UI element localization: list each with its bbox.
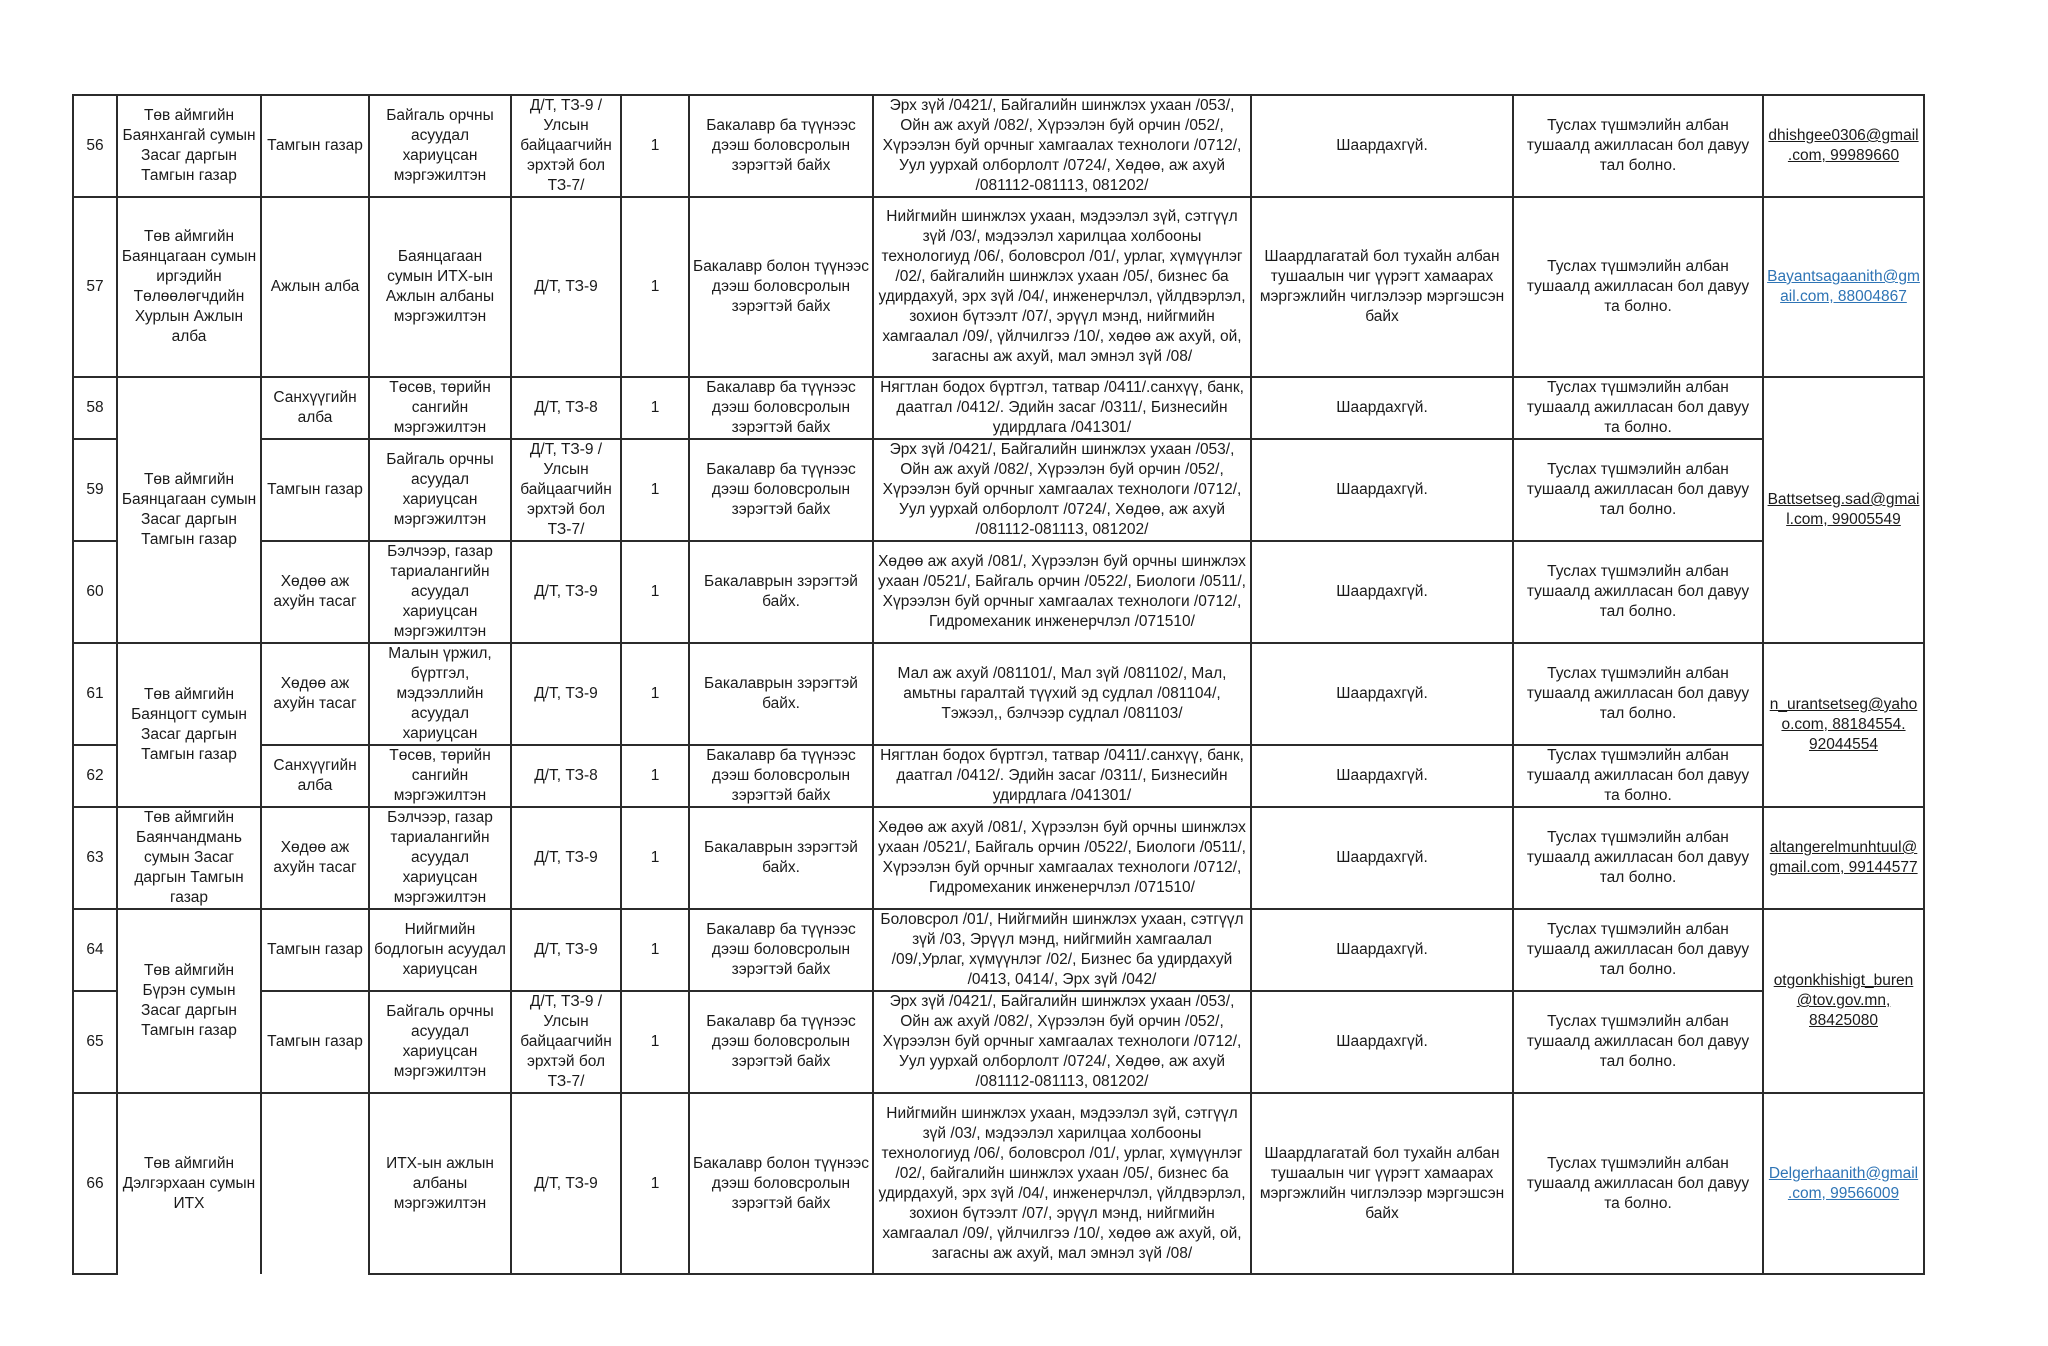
qualification-cell: Шаардахгүй. (1251, 991, 1513, 1093)
contact-link[interactable]: altangerelmunhtuul@gmail.com, 99144577 (1769, 839, 1918, 876)
rank-cell: Д/Т, ТЗ-9 /Улсын байцаагчийн эрхтэй бол ТЗ-7/ (511, 439, 621, 541)
table-row (73, 541, 1924, 643)
unit-cell: Хөдөө аж ахуйн тасаг (261, 643, 369, 745)
rank-cell: Д/Т, ТЗ-9 (511, 197, 621, 377)
unit-cell: Тамгын газар (261, 95, 369, 197)
education-cell: Бакалавр ба түүнээс дээш боловсролын зэрэгтэй байх (689, 745, 873, 807)
vacancy-table (72, 94, 1925, 1275)
experience-cell: Туслах түшмэлийн албан тушаалд ажилласан бол давуу тал болно. (1513, 643, 1763, 745)
rank-cell: Д/Т, ТЗ-9 /Улсын байцаагчийн эрхтэй бол ТЗ-7/ (511, 95, 621, 197)
education-cell: Бакалавр ба түүнээс дээш боловсролын зэрэгтэй байх (689, 909, 873, 991)
qualification-cell: Шаардахгүй. (1251, 95, 1513, 197)
table-row (73, 439, 1924, 541)
profession-cell: Эрх зүй /0421/, Байгалийн шинжлэх ухаан /053/, Ойн аж ахуй /082/, Хүрээлэн буй орчин /052/, Хүрээлэн буй орчныг хамгаалах технологи /0712/, Уул уурхай олборлолт /0724/, Хөдөө, аж ахуй /081112-081113, 081202/ (873, 439, 1251, 541)
qualification-cell: Шаардахгүй. (1251, 745, 1513, 807)
qualification-cell: Шаардахгүй. (1251, 807, 1513, 909)
profession-cell: Нягтлан бодох бүртгэл, татвар /0411/.санхүү, банк, даатгал /0412/. Эдийн засаг /0311/, Бизнесийн удирдлага /041301/ (873, 745, 1251, 807)
unit-cell (261, 1093, 369, 1274)
experience-cell: Туслах түшмэлийн албан тушаалд ажилласан бол давуу тал болно. (1513, 909, 1763, 991)
education-cell: Бакалаврын зэрэгтэй байх. (689, 807, 873, 909)
table-row (73, 377, 1924, 439)
education-cell: Бакалавр ба түүнээс дээш боловсролын зэрэгтэй байх (689, 95, 873, 197)
qualification-cell: Шаардахгүй. (1251, 377, 1513, 439)
unit-cell: Тамгын газар (261, 909, 369, 991)
contact-link[interactable]: otgonkhishigt_buren@tov.gov.mn, 88425080 (1773, 972, 1914, 1029)
row-number: 56 (73, 95, 117, 197)
rank-cell: Д/Т, ТЗ-8 (511, 745, 621, 807)
table-row (73, 909, 1924, 991)
contact-cell (1763, 95, 1924, 197)
unit-cell: Хөдөө аж ахуйн тасаг (261, 807, 369, 909)
table-row (73, 991, 1924, 1093)
contact-link[interactable]: Bayantsagaanith@gmail.com, 88004867 (1767, 268, 1920, 305)
profession-cell: Нийгмийн шинжлэх ухаан, мэдээлэл зүй, сэтгүүл зүй /03/, мэдээлэл харилцаа холбооны технологиуд /06/, боловсрол /01/, урлаг, хүмүүнлэг /02/, байгалийн шинжлэх ухаан /05/, бизнес ба удирдахуй, эрх зүй /04/, инженерчлэл, үйлдвэрлэл, зохион бүтээлт /07/, эрүүл мэнд, нийгмийн хамгаалал /09/, үйлчилгээ /10/, хөдөө аж ахуй, ой, загасны аж ахуй, мал эмнэл зүй /08/ (873, 1093, 1251, 1274)
education-cell: Бакалавр ба түүнээс дээш боловсролын зэрэгтэй байх (689, 377, 873, 439)
position-cell: Бэлчээр, газар тариалангийн асуудал хариуцсан мэргэжилтэн (369, 807, 511, 909)
count-cell: 1 (621, 377, 689, 439)
row-number: 63 (73, 807, 117, 909)
table-row (73, 807, 1924, 909)
contact-cell (1763, 197, 1924, 377)
experience-cell: Туслах түшмэлийн албан тушаалд ажилласан бол давуу тал болно. (1513, 807, 1763, 909)
organization-cell: Төв аймгийн Баянхангай сумын Засаг даргын Тамгын газар (117, 95, 261, 197)
position-cell: Байгаль орчны асуудал хариуцсан мэргэжилтэн (369, 439, 511, 541)
education-cell: Бакалавр болон түүнээс дээш боловсролын зэрэгтэй байх (689, 197, 873, 377)
qualification-cell: Шаардахгүй. (1251, 439, 1513, 541)
count-cell: 1 (621, 991, 689, 1093)
organization-cell: Төв аймгийн Дэлгэрхаан сумын ИТХ (117, 1093, 261, 1274)
unit-cell: Хөдөө аж ахуйн тасаг (261, 541, 369, 643)
table-row (73, 95, 1924, 197)
count-cell: 1 (621, 95, 689, 197)
contact-cell (1763, 643, 1924, 807)
profession-cell: Мал аж ахуй /081101/, Мал зүй /081102/, Мал, амьтны гаралтай түүхий эд судлал /081104/, Тэжээл,, бэлчээр судлал /081103/ (873, 643, 1251, 745)
rank-cell: Д/Т, ТЗ-9 (511, 807, 621, 909)
row-number: 59 (73, 439, 117, 541)
position-cell: Бэлчээр, газар тариалангийн асуудал хариуцсан мэргэжилтэн (369, 541, 511, 643)
experience-cell: Туслах түшмэлийн албан тушаалд ажилласан бол давуу тал болно. (1513, 95, 1763, 197)
row-number: 66 (73, 1093, 117, 1274)
profession-cell: Эрх зүй /0421/, Байгалийн шинжлэх ухаан /053/, Ойн аж ахуй /082/, Хүрээлэн буй орчин /052/, Хүрээлэн буй орчныг хамгаалах технологи /0712/, Уул уурхай олборлолт /0724/, Хөдөө, аж ахуй /081112-081113, 081202/ (873, 991, 1251, 1093)
education-cell: Бакалаврын зэрэгтэй байх. (689, 643, 873, 745)
education-cell: Бакалаврын зэрэгтэй байх. (689, 541, 873, 643)
education-cell: Бакалавр ба түүнээс дээш боловсролын зэрэгтэй байх (689, 991, 873, 1093)
position-cell: ИТХ-ын ажлын албаны мэргэжилтэн (369, 1093, 511, 1274)
count-cell: 1 (621, 807, 689, 909)
row-number: 62 (73, 745, 117, 807)
count-cell: 1 (621, 1093, 689, 1274)
experience-cell: Туслах түшмэлийн албан тушаалд ажилласан бол давуу тал болно. (1513, 439, 1763, 541)
row-number: 64 (73, 909, 117, 991)
profession-cell: Нийгмийн шинжлэх ухаан, мэдээлэл зүй, сэтгүүл зүй /03/, мэдээлэл харилцаа холбооны технологиуд /06/, боловсрол /01/, урлаг, хүмүүнлэг /02/, байгалийн шинжлэх ухаан /05/, бизнес ба удирдахуй, эрх зүй /04/, инженерчлэл, үйлдвэрлэл, зохион бүтээлт /07/, эрүүл мэнд, нийгмийн хамгаалал /09/, үйлчилгээ /10/, хөдөө аж ахуй, ой, загасны аж ахуй, мал эмнэл зүй /08/ (873, 197, 1251, 377)
row-number: 58 (73, 377, 117, 439)
unit-cell: Ажлын алба (261, 197, 369, 377)
contact-link[interactable]: Battsetseg.sad@gmail.com, 99005549 (1767, 491, 1920, 528)
row-number: 65 (73, 991, 117, 1093)
rank-cell: Д/Т, ТЗ-9 /Улсын байцаагчийн эрхтэй бол ТЗ-7/ (511, 991, 621, 1093)
position-cell: Төсөв, төрийн сангийн мэргэжилтэн (369, 745, 511, 807)
qualification-cell: Шаардахгүй. (1251, 909, 1513, 991)
education-cell: Бакалавр болон түүнээс дээш боловсролын зэрэгтэй байх (689, 1093, 873, 1274)
position-cell: Байгаль орчны асуудал хариуцсан мэргэжилтэн (369, 991, 511, 1093)
contact-cell (1763, 807, 1924, 909)
count-cell: 1 (621, 541, 689, 643)
row-number: 57 (73, 197, 117, 377)
organization-cell: Төв аймгийн Баянчандмань сумын Засаг даргын Тамгын газар (117, 807, 261, 909)
table-row (73, 745, 1924, 807)
position-cell: Малын үржил, бүртгэл, мэдээллийн асуудал хариуцсан (369, 643, 511, 745)
qualification-cell: Шаардахгүй. (1251, 541, 1513, 643)
experience-cell: Туслах түшмэлийн албан тушаалд ажилласан бол давуу та болно. (1513, 377, 1763, 439)
count-cell: 1 (621, 439, 689, 541)
position-cell: Нийгмийн бодлогын асуудал хариуцсан (369, 909, 511, 991)
organization-cell: Төв аймгийн Баянцагаан сумын иргэдийн Төлөөлөгчдийн Хурлын Ажлын алба (117, 197, 261, 377)
contact-link[interactable]: n_urantsetseg@yahoo.com, 88184554. 92044554 (1769, 696, 1918, 753)
experience-cell: Туслах түшмэлийн албан тушаалд ажилласан бол давуу та болно. (1513, 1093, 1763, 1274)
rank-cell: Д/Т, ТЗ-9 (511, 1093, 621, 1274)
count-cell: 1 (621, 643, 689, 745)
rank-cell: Д/Т, ТЗ-9 (511, 909, 621, 991)
organization-cell: Төв аймгийн Бүрэн сумын Засаг даргын Тамгын газар (117, 909, 261, 1093)
count-cell: 1 (621, 745, 689, 807)
table-row (73, 643, 1924, 745)
qualification-cell: Шаардахгүй. (1251, 643, 1513, 745)
education-cell: Бакалавр ба түүнээс дээш боловсролын зэрэгтэй байх (689, 439, 873, 541)
experience-cell: Туслах түшмэлийн албан тушаалд ажилласан бол давуу та болно. (1513, 745, 1763, 807)
contact-link[interactable]: dhishgee0306@gmail.com, 99989660 (1768, 127, 1919, 164)
table-row (73, 1093, 1924, 1274)
unit-cell: Тамгын газар (261, 991, 369, 1093)
profession-cell: Эрх зүй /0421/, Байгалийн шинжлэх ухаан /053/, Ойн аж ахуй /082/, Хүрээлэн буй орчин /052/, Хүрээлэн буй орчныг хамгаалах технологи /0712/, Уул уурхай олборлолт /0724/, Хөдөө, аж ахуй /081112-081113, 081202/ (873, 95, 1251, 197)
row-number: 61 (73, 643, 117, 745)
contact-cell (1763, 377, 1924, 643)
organization-cell: Төв аймгийн Баянцагаан сумын Засаг даргын Тамгын газар (117, 377, 261, 643)
rank-cell: Д/Т, ТЗ-8 (511, 377, 621, 439)
rank-cell: Д/Т, ТЗ-9 (511, 643, 621, 745)
count-cell: 1 (621, 197, 689, 377)
position-cell: Баянцагаан сумын ИТХ-ын Ажлын албаны мэргэжилтэн (369, 197, 511, 377)
experience-cell: Туслах түшмэлийн албан тушаалд ажилласан бол давуу тал болно. (1513, 991, 1763, 1093)
organization-cell: Төв аймгийн Баянцогт сумын Засаг даргын Тамгын газар (117, 643, 261, 807)
rank-cell: Д/Т, ТЗ-9 (511, 541, 621, 643)
contact-cell (1763, 1093, 1924, 1274)
profession-cell: Хөдөө аж ахуй /081/, Хүрээлэн буй орчны шинжлэх ухаан /0521/, Байгаль орчин /0522/, Биологи /0511/, Хүрээлэн буй орчныг хамгаалах технологи /0712/, Гидромеханик инженерчлэл /071510/ (873, 541, 1251, 643)
row-number: 60 (73, 541, 117, 643)
count-cell: 1 (621, 909, 689, 991)
qualification-cell: Шаардлагатай бол тухайн албан тушаалын чиг үүрэгт хамаарах мэргэжлийн чиглэлээр мэргэшсэн байх (1251, 197, 1513, 377)
profession-cell: Боловсрол /01/, Нийгмийн шинжлэх ухаан, сэтгүүл зүй /03, Эрүүл мэнд, нийгмийн хамгаалал /09/,Урлаг, хүмүүнлэг /02/, Бизнес ба удирдахуй /0413, 0414/, Эрх зүй /042/ (873, 909, 1251, 991)
contact-cell (1763, 909, 1924, 1093)
profession-cell: Хөдөө аж ахуй /081/, Хүрээлэн буй орчны шинжлэх ухаан /0521/, Байгаль орчин /0522/, Биологи /0511/, Хүрээлэн буй орчныг хамгаалах технологи /0712/, Гидромеханик инженерчлэл /071510/ (873, 807, 1251, 909)
unit-cell: Санхүүгийн алба (261, 745, 369, 807)
table-row (73, 197, 1924, 377)
unit-cell: Санхүүгийн алба (261, 377, 369, 439)
position-cell: Төсөв, төрийн сангийн мэргэжилтэн (369, 377, 511, 439)
position-cell: Байгаль орчны асуудал хариуцсан мэргэжилтэн (369, 95, 511, 197)
profession-cell: Нягтлан бодох бүртгэл, татвар /0411/.санхүү, банк, даатгал /0412/. Эдийн засаг /0311/, Бизнесийн удирдлага /041301/ (873, 377, 1251, 439)
qualification-cell: Шаардлагатай бол тухайн албан тушаалын чиг үүрэгт хамаарах мэргэжлийн чиглэлээр мэргэшсэн байх (1251, 1093, 1513, 1274)
unit-cell: Тамгын газар (261, 439, 369, 541)
experience-cell: Туслах түшмэлийн албан тушаалд ажилласан бол давуу та болно. (1513, 197, 1763, 377)
experience-cell: Туслах түшмэлийн албан тушаалд ажилласан бол давуу тал болно. (1513, 541, 1763, 643)
contact-link[interactable]: Delgerhaanith@gmail.com, 99566009 (1768, 1164, 1919, 1202)
